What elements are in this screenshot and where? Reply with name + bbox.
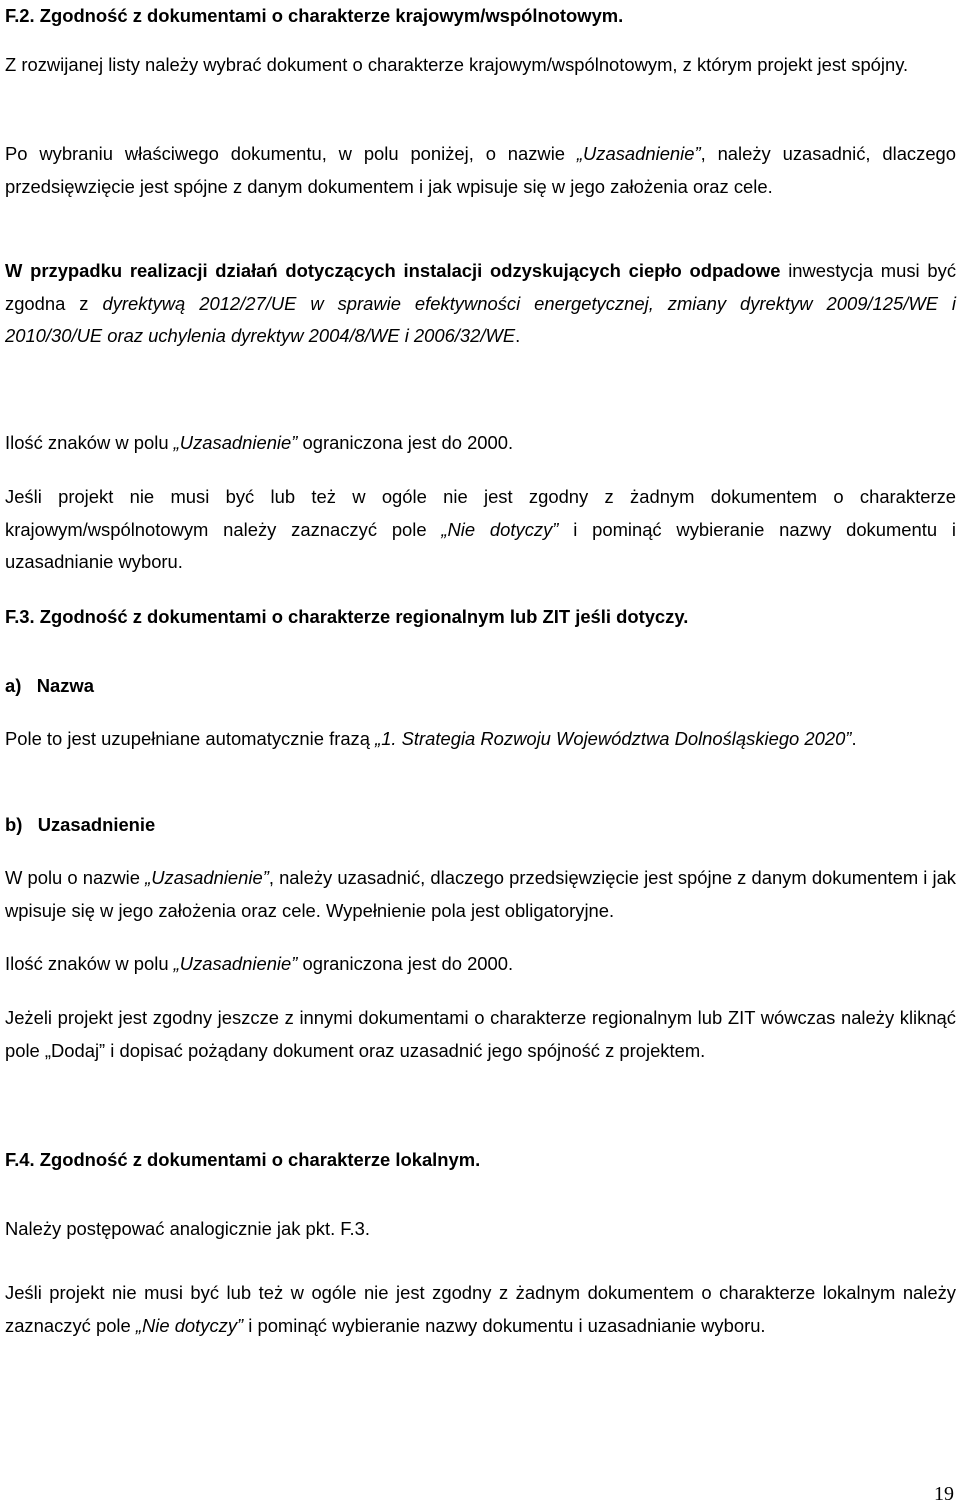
field-name: „Nie dotyczy” bbox=[441, 518, 559, 540]
text-run: Po wybraniu właściwego dokumentu, w polu poniżej, o nazwie bbox=[5, 143, 577, 164]
list-marker: b) bbox=[5, 814, 23, 835]
text-run: inwestycja musi być zgodna z bbox=[5, 260, 957, 314]
subsection-title: Uzasadnienie bbox=[37, 814, 156, 835]
phrase-quote: „1. Strategia Rozwoju Województwa Dolnośląskiego 2020” bbox=[375, 728, 852, 749]
subsection-heading-a bbox=[5, 670, 956, 703]
text-run: ograniczona jest do 2000. bbox=[297, 953, 514, 974]
text-run: , należy uzasadnić, dlaczego przedsięwzięcie jest spójne z danym dokumentem i jak wpisuje się w jego założenia oraz cele. Wypełnienie pola jest obligatoryjne. bbox=[5, 867, 956, 921]
text-run: Ilość znaków w polu bbox=[5, 953, 174, 974]
text-run: i pominąć wybieranie nazwy dokumentu i uzasadnianie wyboru. bbox=[5, 518, 956, 572]
paragraph bbox=[5, 862, 956, 927]
field-name: „Uzasadnienie” bbox=[173, 953, 298, 974]
subsection-title: Nazwa bbox=[36, 675, 94, 696]
text-run: i pominąć wybieranie nazwy dokumentu i uzasadnianie wyboru. bbox=[243, 1314, 766, 1336]
section-heading-f4: F.4. Zgodność z dokumentami o charakterze lokalnym. bbox=[5, 1149, 481, 1170]
paragraph: Należy postępować analogicznie jak pkt. F.3. bbox=[5, 1218, 370, 1239]
text-run: . bbox=[851, 728, 857, 749]
paragraph: Z rozwijanej listy należy wybrać dokument o charakterze krajowym/wspólnotowym, z którym projekt jest spójny. bbox=[5, 54, 909, 75]
section-heading-f2: F.2. Zgodność z dokumentami o charakterze krajowym/wspólnotowym. bbox=[5, 5, 624, 26]
paragraph bbox=[5, 723, 956, 756]
field-name: „Uzasadnienie” bbox=[173, 432, 298, 453]
text-run: Ilość znaków w polu bbox=[5, 432, 174, 453]
text-run: Pole to jest uzupełniane automatycznie frazą bbox=[5, 728, 376, 749]
paragraph bbox=[5, 948, 956, 981]
page-number: 19 bbox=[934, 1483, 954, 1505]
field-name: „Uzasadnienie” bbox=[145, 867, 269, 888]
paragraph bbox=[5, 481, 956, 579]
emphasis-text: W przypadku realizacji działań dotyczących instalacji odzyskujących ciepło odpadowe bbox=[5, 260, 781, 281]
field-name: „Uzasadnienie” bbox=[576, 143, 701, 164]
subsection-heading-b bbox=[5, 809, 956, 842]
paragraph bbox=[5, 255, 956, 353]
text-run: ograniczona jest do 2000. bbox=[297, 432, 514, 453]
paragraph bbox=[5, 427, 956, 460]
text-run: Jeśli projekt nie musi być lub też w ogóle nie jest zgodny z żadnym dokumentem o charakterze krajowym/wspólnotowym należy zaznaczyć pole bbox=[5, 486, 956, 540]
list-marker: a) bbox=[5, 675, 22, 696]
text-run: W polu o nazwie bbox=[5, 867, 146, 888]
section-heading-f3: F.3. Zgodność z dokumentami o charakterze regionalnym lub ZIT jeśli dotyczy. bbox=[5, 606, 689, 627]
paragraph bbox=[5, 1277, 956, 1342]
directive-reference: dyrektywą 2012/27/UE w sprawie efektywności energetycznej, zmiany dyrektyw 2009/125/WE i 2010/30/UE oraz uchylenia dyrektyw 2004/8/WE i 2006/32/WE bbox=[5, 292, 957, 346]
paragraph: Jeżeli projekt jest zgodny jeszcze z innymi dokumentami o charakterze regionalnym lub ZIT wówczas należy kliknąć pole „Dodaj” i dopisać pożądany dokument oraz uzasadnić jego spójność z projektem. bbox=[5, 1007, 956, 1061]
text-run: Jeśli projekt nie musi być lub też w ogóle nie jest zgodny z żadnym dokumentem o charakterze lokalnym należy zaznaczyć pole bbox=[5, 1282, 956, 1336]
field-name: „Nie dotyczy” bbox=[135, 1314, 244, 1336]
paragraph bbox=[5, 138, 956, 203]
text-run: , należy uzasadnić, dlaczego przedsięwzięcie jest spójne z danym dokumentem i jak wpisuje się w jego założenia oraz cele. bbox=[5, 143, 956, 197]
text-run: . bbox=[515, 325, 521, 346]
